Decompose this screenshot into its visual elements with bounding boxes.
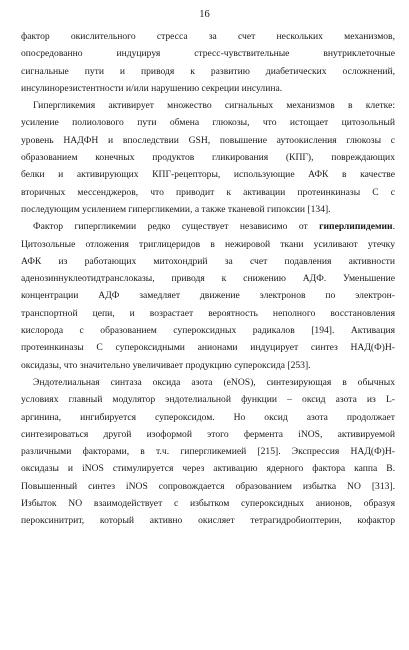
text-line: аденозиннуклеотидтранслоказы, приводя к снижению АДФ. Уменьшение [21,273,395,285]
text-line: условиях главный модулятор эндотелиальной функции – оксид азота из L- [21,394,395,406]
text-line: концентрации АДФ замедляет движение электронов по электрон- [21,290,395,302]
text-line: протеинкиназы С супероксидными анионами индуцирует синтез НАД(Ф)Н- [21,342,395,354]
page-number: 16 [199,9,210,20]
text-line: Избыток NO взаимодействует с избытком супероксидных анионов, образуя [21,498,395,510]
text-line: последующим усилением гипергликемии, а также тканевой гипоксии [134]. [21,203,331,215]
text-line: усиление полиолового пути обмена глюкозы, что истощает цитозольный [21,117,395,129]
text-line: фактор окислительного стресса за счет нескольких механизмов, [21,31,395,42]
text-line: различными факторами, в т.ч. гипергликемией [215]. Экспрессия НАД(Ф)Н- [21,446,395,458]
text-line: аргинина, ингибируется супероксидом. Но оксид азота продолжает [21,411,395,423]
text-line: белки и активирующих КПГ-рецепторы, использующие АФК в качестве [21,169,395,181]
bold-term: гиперлипидемии [319,221,393,233]
text-line: уровень НАДФН и впоследствии GSH, повышение аутоокисления глюкозы с [21,134,395,146]
text-line: Эндотелиальная синтаза оксида азота (eNOS), синтезирующая в обычных [33,376,395,388]
text-line: АФК из работающих митохондрий за счет подавления активности [21,255,395,267]
text-line: Гипергликемия активирует множество сигнальных механизмов в клетке: [33,100,395,112]
text-line: оксидазы и iNOS стимулируется через активацию ядерного фактора каппа В. [21,463,395,475]
text-line: пероксинитрит, который активно окисляет тетрагидробиоптерин, кофактор [21,515,395,527]
text-line: вторичных мессенджеров, что приводит к активации протеинкиназы С с [21,186,395,198]
text-line: инсулинорезистентности и/или нарушению секреции инсулина. [21,82,283,94]
text-line: Цитозольные отложения триглицеридов в нежировой ткани усиливают утечку [21,238,395,250]
text-line: синтезироваться другой изоформой этого фермента iNOS, активируемой [21,428,395,440]
text-line: Повышенный синтез iNOS сопровождается образованием избытка NO [313]. [21,480,395,492]
text-line: образованием конечных продуктов гликирования (КПГ), повреждающих [21,152,395,164]
text-line: кислорода с образованием супероксидных радикалов [194]. Активация [21,325,395,337]
text-line: транспортной цепи, и возрастает вероятность неполного восстановления [21,307,395,319]
text-line: сигнальные пути и приводя к развитию диабетических осложнений, [21,65,395,77]
body-text [21,28,395,530]
text-line: оксидазы, что значительно увеличивает продукцию супероксида [253]. [21,359,311,371]
text-line: опосредованно индуцируя стресс-чувствительные внутриклеточные [21,48,395,60]
text-line: Фактор гипергликемии редко существует независимо от гиперлипидемии. [33,221,395,233]
